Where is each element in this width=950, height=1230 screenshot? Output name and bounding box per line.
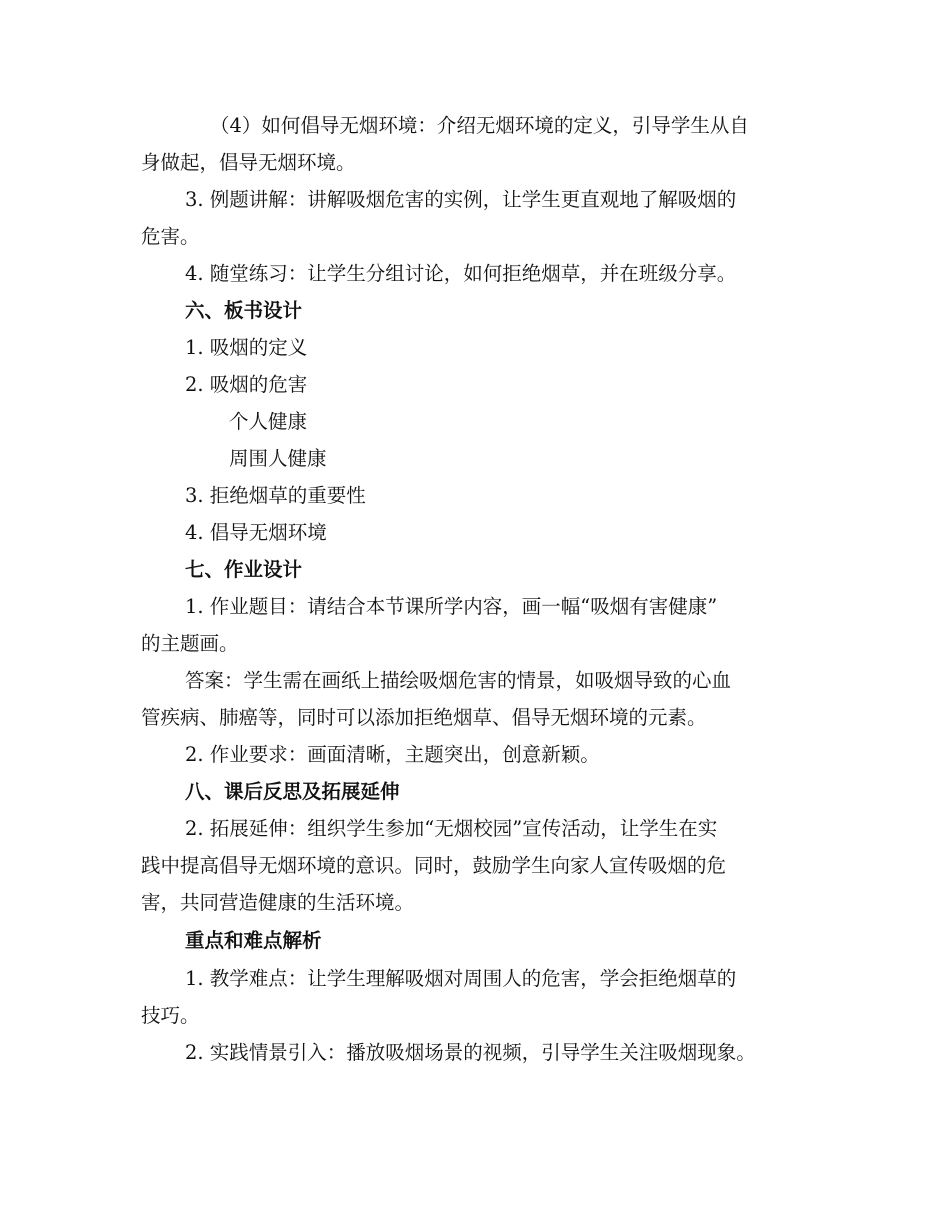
section-heading: 六、板书设计 bbox=[185, 299, 303, 322]
paragraph-line: 危害。 bbox=[141, 225, 200, 248]
paragraph-line: 2. 实践情景引入：播放吸烟场景的视频，引导学生关注吸烟现象。 bbox=[185, 1041, 756, 1064]
section-heading: 七、作业设计 bbox=[185, 558, 303, 581]
paragraph-line: 害，共同营造健康的生活环境。 bbox=[141, 891, 415, 914]
paragraph-line: 技巧。 bbox=[141, 1004, 200, 1027]
paragraph-line: 答案：学生需在画纸上描绘吸烟危害的情景，如吸烟导致的心血 bbox=[185, 669, 732, 692]
list-item: 1. 吸烟的定义 bbox=[185, 336, 308, 359]
paragraph-line: （4）如何倡导无烟环境：介绍无烟环境的定义，引导学生从自 bbox=[210, 114, 749, 137]
list-item: 3. 拒绝烟草的重要性 bbox=[185, 484, 366, 507]
paragraph-line: 身做起，倡导无烟环境。 bbox=[141, 151, 356, 174]
section-heading: 八、课后反思及拓展延伸 bbox=[185, 780, 400, 803]
list-item: 2. 吸烟的危害 bbox=[185, 373, 308, 396]
paragraph-line: 2. 作业要求：画面清晰，主题突出，创意新颖。 bbox=[185, 743, 600, 766]
paragraph-line: 践中提高倡导无烟环境的意识。同时，鼓励学生向家人宣传吸烟的危 bbox=[141, 854, 727, 877]
section-heading: 重点和难点解析 bbox=[185, 929, 322, 952]
list-item: 4. 倡导无烟环境 bbox=[185, 521, 327, 544]
sub-list-item: 周围人健康 bbox=[229, 447, 327, 470]
paragraph-line: 1. 教学难点：让学生理解吸烟对周围人的危害，学会拒绝烟草的 bbox=[185, 967, 737, 990]
paragraph-line: 3. 例题讲解：讲解吸烟危害的实例，让学生更直观地了解吸烟的 bbox=[185, 188, 737, 211]
paragraph-line: 1. 作业题目：请结合本节课所学内容，画一幅“吸烟有害健康” bbox=[185, 595, 718, 618]
paragraph-line: 的主题画。 bbox=[141, 632, 239, 655]
paragraph-line: 2. 拓展延伸：组织学生参加“无烟校园”宣传活动，让学生在实 bbox=[185, 817, 718, 840]
paragraph-line: 管疾病、肺癌等，同时可以添加拒绝烟草、倡导无烟环境的元素。 bbox=[141, 706, 707, 729]
sub-list-item: 个人健康 bbox=[229, 410, 308, 433]
paragraph-line: 4. 随堂练习：让学生分组讨论，如何拒绝烟草，并在班级分享。 bbox=[185, 262, 737, 285]
